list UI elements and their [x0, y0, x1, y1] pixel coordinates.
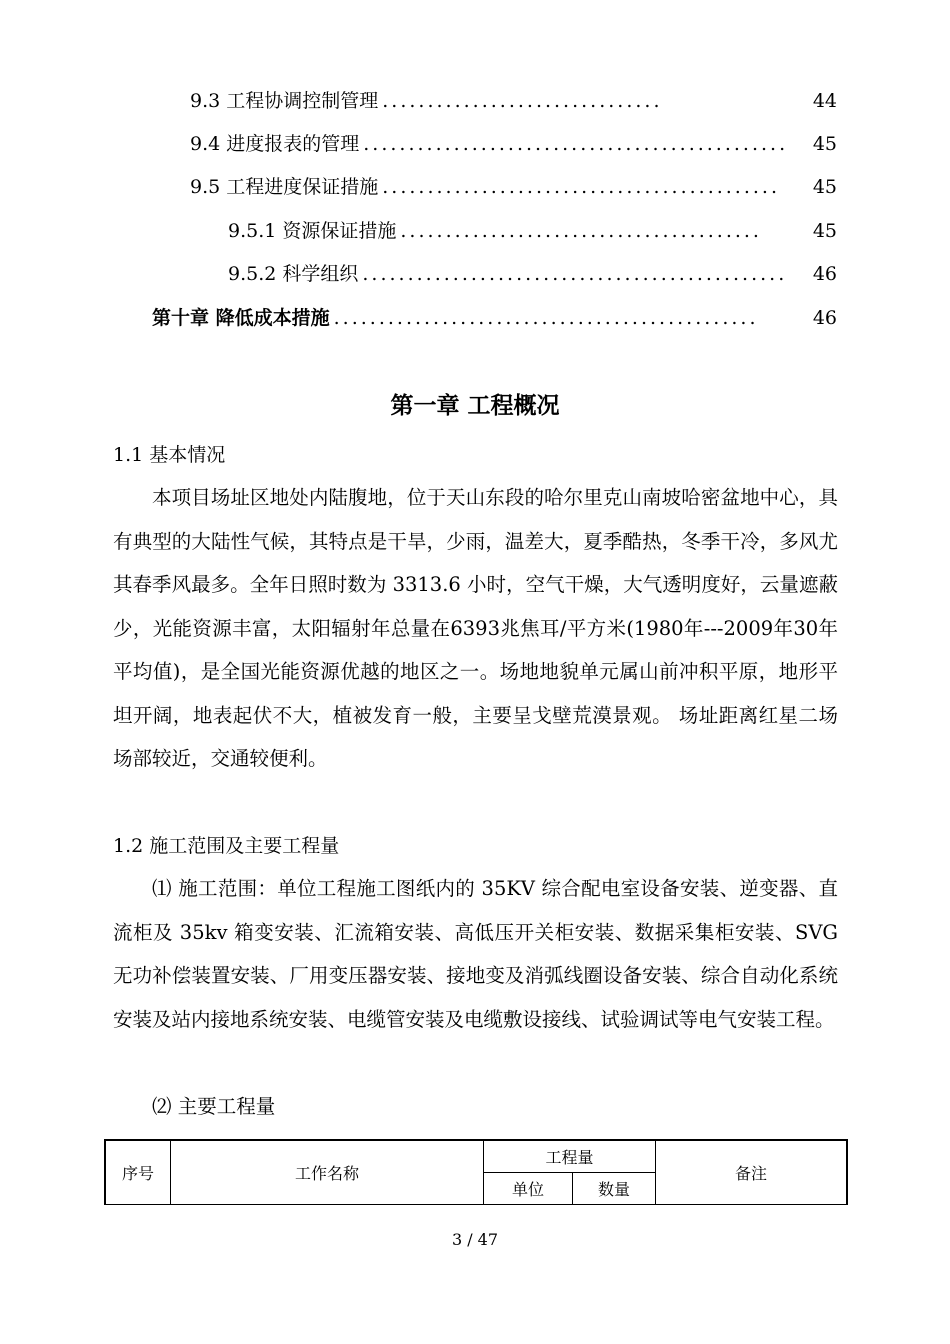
toc-item-leader: ............................... [382, 90, 663, 112]
toc-item-page: 45 [812, 176, 837, 198]
toc-item-page: 44 [812, 90, 837, 112]
toc-item-label: 9.3 工程协调控制管理 [190, 90, 379, 112]
paragraph-basic-situation: 本项目场址区地处内陆腹地，位于天山东段的哈尔里克山南坡哈密盆地中心，具有典型的大陆性气候，其特点是干旱，少雨，温差大，夏季酷热，冬季干冷，多风尤其春季风最多。全年日照时数为 3313.6 小时，空气干燥，大气透明度好，云量遮蔽少，光能资源丰富，太阳辐射年总量在6393兆焦耳/平方米(1980年---2009年30年平均值)，是全国光能资源优越的地区之一。场地地貌单元属山前冲积平原，地形平坦开阔，地表起伏不大，植被发育一般，主要呈戈壁荒漠景观。 场址距离红星二场场部较近，交通较便利。 [113, 486, 838, 770]
toc-item-label: 第十章 降低成本措施 [152, 307, 330, 329]
toc-item-chapter-10[interactable] [152, 303, 837, 333]
toc-item-leader: ............................................... [333, 307, 759, 329]
toc-item-label: 9.5 工程进度保证措施 [190, 176, 379, 198]
toc-item-9-3[interactable] [190, 86, 837, 116]
toc-item-9-4[interactable] [190, 129, 837, 159]
toc-item-9-5-1[interactable] [228, 216, 837, 246]
table-header-remark: 备注 [656, 1140, 848, 1205]
quantities-table [104, 1139, 848, 1205]
table-header-index: 序号 [105, 1140, 171, 1205]
table-header-quantity: 工程量 [484, 1140, 656, 1173]
table-header-name: 工作名称 [171, 1140, 484, 1205]
toc-item-page: 46 [812, 263, 837, 285]
toc-item-label: 9.5.2 科学组织 [228, 263, 359, 285]
toc-item-page: 45 [812, 133, 837, 155]
toc-item-leader: ........................................ [400, 220, 762, 242]
toc-item-9-5-2[interactable] [228, 259, 837, 289]
chapter-title: 第一章 工程概况 [390, 393, 560, 419]
toc-item-leader: ............................................... [362, 263, 788, 285]
table-header-amount: 数量 [573, 1173, 656, 1205]
paragraph-main-quantities: ⑵ 主要工程量 [152, 1095, 276, 1118]
toc-item-leader: ............................................... [363, 133, 789, 155]
toc-item-page: 46 [812, 307, 837, 329]
toc-item-label: 9.4 进度报表的管理 [190, 133, 360, 155]
section-heading-1-1: 1.1 基本情况 [113, 444, 226, 466]
page-number: 3 / 47 [451, 1230, 499, 1249]
toc-item-9-5[interactable] [190, 172, 837, 202]
toc-item-label: 9.5.1 资源保证措施 [228, 220, 397, 242]
paragraph-construction-scope: ⑴ 施工范围：单位工程施工图纸内的 35KV 综合配电室设备安装、逆变器、直流柜及 35kv 箱变安装、汇流箱安装、高低压开关柜安装、数据采集柜安装、SVG 无功补偿装置安装、厂用变压器安装、接地变及消弧线圈设备安装、综合自动化系统安装及站内接地系统安装、电缆管安装及电缆敷设接线、试验调试等电气安装工程。 [113, 877, 838, 1031]
section-heading-1-2: 1.2 施工范围及主要工程量 [113, 835, 340, 857]
toc-item-leader: ............................................ [382, 176, 781, 198]
table-header-unit: 单位 [484, 1173, 573, 1205]
toc-item-page: 45 [812, 220, 837, 242]
